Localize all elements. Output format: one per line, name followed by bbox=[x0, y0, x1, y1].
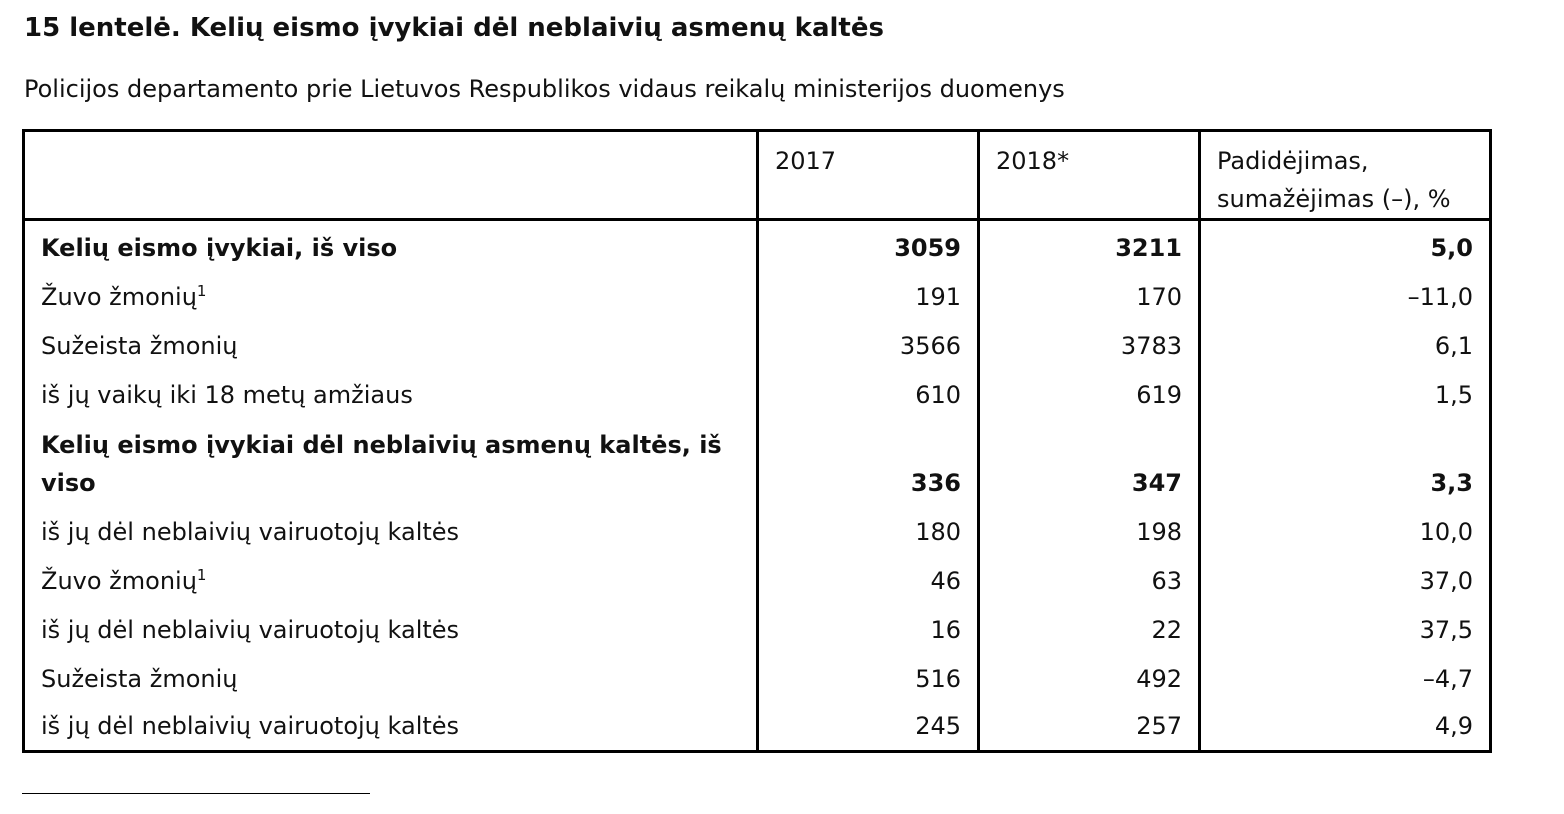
row-label: Sužeista žmonių bbox=[24, 321, 758, 370]
value-change: 1,5 bbox=[1200, 370, 1491, 419]
value-2018: 492 bbox=[979, 654, 1200, 703]
row-label-cell bbox=[24, 272, 758, 321]
value-2018: 198 bbox=[979, 507, 1200, 556]
row-label: Kelių eismo įvykiai, iš viso bbox=[24, 220, 758, 272]
row-label: Sužeista žmonių bbox=[24, 654, 758, 703]
row-label: iš jų dėl neblaivių vairuotojų kaltės bbox=[24, 507, 758, 556]
row-label: Žuvo žmonių bbox=[41, 282, 197, 311]
value-2017: 3566 bbox=[758, 321, 979, 370]
footnote-marker: 1 bbox=[196, 565, 207, 584]
row-label-line2: viso bbox=[41, 468, 96, 497]
header-change bbox=[1200, 131, 1491, 220]
table-row bbox=[24, 654, 1491, 703]
value-2018: 619 bbox=[979, 370, 1200, 419]
value-change: –11,0 bbox=[1200, 272, 1491, 321]
value-change: 6,1 bbox=[1200, 321, 1491, 370]
footnote-marker: 1 bbox=[196, 281, 207, 300]
value-change: –4,7 bbox=[1200, 654, 1491, 703]
value-change: 3,3 bbox=[1200, 419, 1491, 507]
row-label-line1: Kelių eismo įvykiai dėl neblaivių asmenų kaltės, iš bbox=[41, 430, 722, 459]
table-source: Policijos departamento prie Lietuvos Respublikos vidaus reikalų ministerijos duomenys bbox=[24, 75, 1065, 103]
row-label: Žuvo žmonių bbox=[41, 566, 197, 595]
table-title: 15 lentelė. Kelių eismo įvykiai dėl neblaivių asmenų kaltės bbox=[24, 13, 884, 43]
value-change: 10,0 bbox=[1200, 507, 1491, 556]
value-2017: 46 bbox=[758, 556, 979, 605]
value-2018: 257 bbox=[979, 703, 1200, 752]
row-label-cell bbox=[24, 556, 758, 605]
header-2017: 2017 bbox=[758, 131, 979, 220]
row-label: iš jų dėl neblaivių vairuotojų kaltės bbox=[24, 703, 758, 752]
row-label: iš jų vaikų iki 18 metų amžiaus bbox=[24, 370, 758, 419]
value-2017: 245 bbox=[758, 703, 979, 752]
header-change-line1: Padidėjimas, bbox=[1217, 147, 1369, 175]
value-2017: 610 bbox=[758, 370, 979, 419]
footnote-separator bbox=[22, 793, 370, 794]
statistics-table bbox=[22, 129, 1492, 753]
value-2017: 16 bbox=[758, 605, 979, 654]
table-row bbox=[24, 370, 1491, 419]
header-2018: 2018* bbox=[979, 131, 1200, 220]
table-row bbox=[24, 272, 1491, 321]
table-row bbox=[24, 419, 1491, 507]
value-2018: 347 bbox=[979, 419, 1200, 507]
header-change-line2: sumažėjimas (–), % bbox=[1217, 185, 1451, 213]
value-2017: 516 bbox=[758, 654, 979, 703]
value-2017: 180 bbox=[758, 507, 979, 556]
value-change: 5,0 bbox=[1200, 220, 1491, 272]
value-2017: 336 bbox=[758, 419, 979, 507]
table-row bbox=[24, 220, 1491, 272]
value-2017: 3059 bbox=[758, 220, 979, 272]
value-change: 4,9 bbox=[1200, 703, 1491, 752]
table-row bbox=[24, 556, 1491, 605]
row-label-cell bbox=[24, 419, 758, 507]
value-change: 37,5 bbox=[1200, 605, 1491, 654]
table-row bbox=[24, 703, 1491, 752]
header-row bbox=[24, 131, 1491, 220]
value-change: 37,0 bbox=[1200, 556, 1491, 605]
table-row bbox=[24, 605, 1491, 654]
table-row bbox=[24, 321, 1491, 370]
header-label bbox=[24, 131, 758, 220]
value-2018: 63 bbox=[979, 556, 1200, 605]
value-2018: 3783 bbox=[979, 321, 1200, 370]
value-2018: 170 bbox=[979, 272, 1200, 321]
value-2018: 22 bbox=[979, 605, 1200, 654]
row-label: iš jų dėl neblaivių vairuotojų kaltės bbox=[24, 605, 758, 654]
table-row bbox=[24, 507, 1491, 556]
value-2018: 3211 bbox=[979, 220, 1200, 272]
value-2017: 191 bbox=[758, 272, 979, 321]
